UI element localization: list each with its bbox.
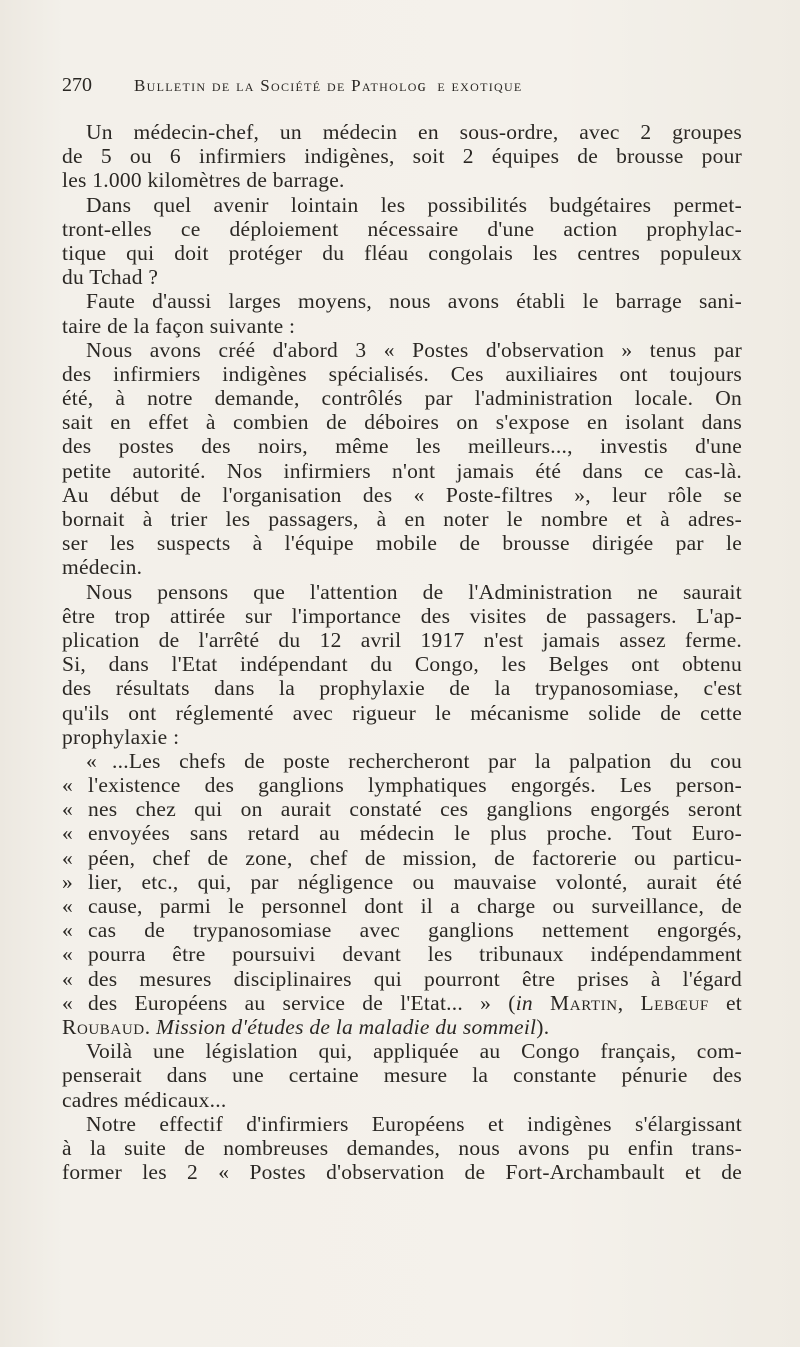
quote-text-part: des Européens au service de l'Etat... » ( (88, 990, 516, 1015)
text-line: des résultats dans la prophylaxie de la trypanosomiase, c'est (62, 676, 742, 701)
text-line: plication de l'arrêté du 12 avril 1917 n'est jamais assez ferme. (62, 627, 742, 652)
quote-mark: « (86, 748, 97, 773)
quote-mark: « (62, 918, 73, 943)
running-title: Bulletin de la Société de Patholoɢɪe exotique (134, 76, 523, 95)
text-line: Dans quel avenir lointain les possibilités budgétaires permet- (86, 192, 742, 217)
citation-author: Roubaud (62, 1014, 145, 1039)
page-header (62, 74, 742, 104)
text-line: prophylaxie : (62, 724, 180, 749)
quote-line (62, 967, 742, 991)
quote-mark: « (62, 821, 73, 846)
quote-text: lier, etc., qui, par négligence ou mauvaise volonté, aurait été (88, 869, 742, 894)
quote-line (62, 894, 742, 918)
text-line: former les 2 « Postes d'observation de Fort-Archambault et de (62, 1160, 742, 1185)
text-line: du Tchad ? (62, 265, 159, 290)
page-number: 270 (62, 74, 92, 96)
text-line: être trop attirée sur l'importance des visites de passagers. L'ap- (62, 603, 742, 628)
quote-text: l'existence des ganglions lymphatiques engorgés. Les person- (88, 773, 742, 798)
text-line: petite autorité. Nos infirmiers n'ont jamais été dans ce cas-là. (62, 458, 742, 483)
citation-author: Lebœuf (640, 990, 709, 1015)
body-text (62, 120, 742, 1184)
quote-text: péen, chef de zone, chef de mission, de factorerie ou particu- (88, 845, 742, 870)
citation-title: Mission d'études de la maladie du sommeil (155, 1014, 537, 1039)
text-line: Si, dans l'Etat indépendant du Congo, les Belges ont obtenu (62, 652, 742, 677)
quote-text: envoyées sans retard au médecin le plus proche. Tout Euro- (88, 821, 742, 846)
text-line: à la suite de nombreuses demandes, nous avons pu enfin trans- (62, 1135, 742, 1160)
text-line: médecin. (62, 555, 143, 580)
quote-mark: « (62, 773, 73, 798)
quote-text: pourra être poursuivi devant les tribunaux indépendamment (88, 942, 742, 967)
text-line: été, à notre demande, contrôlés par l'administration locale. On (62, 386, 742, 411)
quote-text: nes chez qui on aurait constaté ces ganglions engorgés seront (88, 797, 742, 822)
text-line: ser les suspects à l'équipe mobile de brousse dirigée par le (62, 531, 742, 556)
text-line: les 1.000 kilomètres de barrage. (62, 168, 345, 193)
quote-mark: « (62, 894, 73, 918)
text-line: cadres médicaux... (62, 1087, 227, 1112)
quote-line (62, 773, 742, 797)
quote-line (62, 918, 742, 942)
quote-text: cause, parmi le personnel dont il a charge ou surveillance, de (88, 894, 742, 918)
text-line: taire de la façon suivante : (62, 313, 296, 338)
quote-line (62, 870, 742, 894)
quote-mark: « (62, 845, 73, 870)
quote-text: cas de trypanosomiase avec ganglions nettement engorgés, (88, 918, 742, 943)
text-line: qu'ils ont réglementé avec rigueur le mécanisme solide de cette (62, 700, 742, 725)
quote-line (62, 749, 742, 773)
citation-et: et (726, 990, 743, 1015)
quote-line (62, 942, 742, 966)
text-line: Voilà une législation qui, appliquée au Congo français, com- (86, 1039, 742, 1064)
citation-close: ). (536, 1014, 550, 1039)
quote-line (62, 821, 742, 845)
text-line: de 5 ou 6 infirmiers indigènes, soit 2 équipes de brousse pour (62, 144, 742, 169)
quote-text: des Européens au service de l'Etat... » (in Martin, Lebœuf et (88, 990, 743, 1015)
quote-mark: « (62, 966, 73, 991)
text-line: Au début de l'organisation des « Poste-filtres », leur rôle se (62, 482, 742, 507)
quote-mark: » (62, 869, 73, 894)
quote-line (62, 846, 742, 870)
text-line: sait en effet à combien de déboires on s'expose en isolant dans (62, 410, 742, 435)
quote-text: des mesures disciplinaires qui pourront être prises à l'égard (88, 966, 742, 991)
quote-mark: « (62, 990, 73, 1015)
quote-text: ...Les chefs de poste rechercheront par la palpation du cou (112, 748, 742, 773)
citation-author: Martin (550, 990, 618, 1015)
text-line: tront-elles ce déploiement nécessaire d'une action prophylac- (62, 216, 742, 241)
text-line: des infirmiers indigènes spécialisés. Ces auxiliaires ont toujours (62, 361, 742, 386)
text-line: bornait à trier les passagers, à en noter le nombre et à adres- (62, 507, 742, 531)
quote-line (62, 797, 742, 821)
text-line: Notre effectif d'infirmiers Européens et indigènes s'élargissant (86, 1111, 742, 1136)
quote-line (62, 991, 742, 1015)
text-line: Un médecin-chef, un médecin en sous-ordre, avec 2 groupes (86, 120, 742, 144)
quote-mark: « (62, 942, 73, 967)
text-line: des postes des noirs, même les meilleurs..., investis d'une (62, 434, 742, 459)
text-line: Faute d'aussi larges moyens, nous avons établi le barrage sani- (86, 289, 742, 314)
text-line: penserait dans une certaine mesure la constante pénurie des (62, 1063, 742, 1088)
text-line: tique qui doit protéger du fléau congolais les centres populeux (62, 240, 742, 265)
citation-line: Roubaud. Mission d'études de la maladie du sommeil). (62, 1014, 550, 1039)
text-line: Nous avons créé d'abord 3 « Postes d'observation » tenus par (86, 337, 742, 362)
text-line: Nous pensons que l'attention de l'Administration ne saurait (86, 579, 742, 604)
quote-mark: « (62, 797, 73, 822)
citation-in: in (515, 990, 533, 1015)
